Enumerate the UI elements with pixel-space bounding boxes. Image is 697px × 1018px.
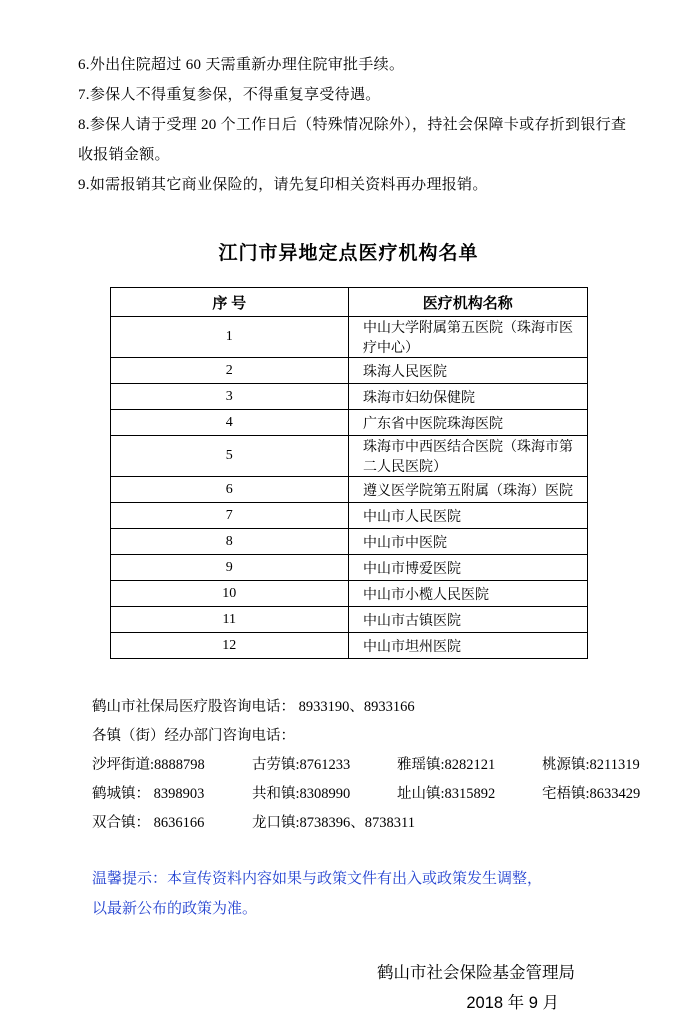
table-row xyxy=(110,436,587,477)
cell-name: 广东省中医院珠海医院 xyxy=(349,410,588,436)
contact-section xyxy=(48,693,649,838)
cell-name: 中山市坦州医院 xyxy=(349,633,588,659)
table-row xyxy=(110,477,587,503)
note-line-continued: 收报销金额。 xyxy=(78,147,170,163)
notice-tip xyxy=(48,864,649,924)
social-security-phone-line: 鹤山市社保局医疗股咨询电话： 8933190、8933166 xyxy=(92,699,415,715)
table-row xyxy=(110,529,587,555)
cell-name: 遵义医学院第五附属（珠海）医院 xyxy=(349,477,588,503)
cell-name: 中山市古镇医院 xyxy=(349,607,588,633)
page-title: 江门市异地定点医疗机构名单 xyxy=(218,243,479,264)
phone-grid xyxy=(92,751,649,838)
table-row xyxy=(110,581,587,607)
column-header-index: 序 号 xyxy=(110,288,349,317)
cell-index: 11 xyxy=(110,607,349,633)
notes-section xyxy=(48,50,649,200)
phone-row xyxy=(92,780,641,809)
cell-name: 中山市小榄人民医院 xyxy=(349,581,588,607)
cell-name: 珠海市中西医结合医院（珠海市第二人民医院） xyxy=(349,436,588,477)
note-item: 6.外出住院超过 60 天需重新办理住院审批手续。 xyxy=(78,57,405,73)
cell-index: 6 xyxy=(110,477,349,503)
tip-line: 以最新公布的政策为准。 xyxy=(92,901,258,917)
cell-index: 3 xyxy=(110,384,349,410)
phone-row xyxy=(92,751,640,780)
table-row xyxy=(110,555,587,581)
table-row xyxy=(110,317,587,358)
note-line: 8.参保人请于受理 20 个工作日后（特殊情况除外），持社会保障卡或存折到银行查 xyxy=(78,117,627,133)
cell-index: 8 xyxy=(110,529,349,555)
table-header-row xyxy=(110,288,587,317)
phone-entry: 鹤城镇： 8398903 xyxy=(92,786,205,802)
cell-index: 7 xyxy=(110,503,349,529)
phone-entry: 共和镇:8308990 xyxy=(252,786,351,802)
issue-date: 2018 年 9 月 xyxy=(466,994,559,1012)
cell-name: 中山市中医院 xyxy=(349,529,588,555)
note-item: 9.如需报销其它商业保险的，请先复印相关资料再办理报销。 xyxy=(78,177,488,193)
table-row xyxy=(110,633,587,659)
phone-entry: 雅瑶镇:8282121 xyxy=(397,757,496,773)
table-row xyxy=(110,607,587,633)
phone-entry: 桃源镇:8211319 xyxy=(542,757,640,773)
cell-index: 12 xyxy=(110,633,349,659)
medical-institution-table xyxy=(110,287,588,659)
phone-entry: 龙口镇:8738396、8738311 xyxy=(252,815,415,831)
table-row xyxy=(110,358,587,384)
cell-name: 珠海市妇幼保健院 xyxy=(349,384,588,410)
cell-index: 2 xyxy=(110,358,349,384)
phone-entry: 古劳镇:8761233 xyxy=(252,757,351,773)
cell-name: 中山大学附属第五医院（珠海市医疗中心） xyxy=(349,317,588,358)
phone-entry: 址山镇:8315892 xyxy=(397,786,496,802)
tip-line: 温馨提示：本宣传资料内容如果与政策文件有出入或政策发生调整， xyxy=(92,871,543,887)
table-row xyxy=(110,503,587,529)
note-item: 7.参保人不得重复参保，不得重复享受待遇。 xyxy=(78,87,381,103)
phone-row xyxy=(92,809,612,838)
cell-index: 4 xyxy=(110,410,349,436)
cell-index: 10 xyxy=(110,581,349,607)
cell-index: 1 xyxy=(110,317,349,358)
issuing-organization: 鹤山市社会保险基金管理局 xyxy=(377,964,575,982)
cell-name: 中山市博爱医院 xyxy=(349,555,588,581)
signature-block xyxy=(48,958,649,1018)
table-row xyxy=(110,410,587,436)
column-header-name: 医疗机构名称 xyxy=(349,288,588,317)
cell-name: 中山市人民医院 xyxy=(349,503,588,529)
cell-name: 珠海人民医院 xyxy=(349,358,588,384)
town-office-phone-label: 各镇（街）经办部门咨询电话： xyxy=(92,728,295,744)
cell-index: 9 xyxy=(110,555,349,581)
cell-index: 5 xyxy=(110,436,349,477)
note-item xyxy=(48,110,649,170)
phone-entry: 双合镇： 8636166 xyxy=(92,815,205,831)
phone-entry: 沙坪街道:8888798 xyxy=(92,757,205,773)
table-row xyxy=(110,384,587,410)
phone-entry: 宅梧镇:8633429 xyxy=(542,786,641,802)
